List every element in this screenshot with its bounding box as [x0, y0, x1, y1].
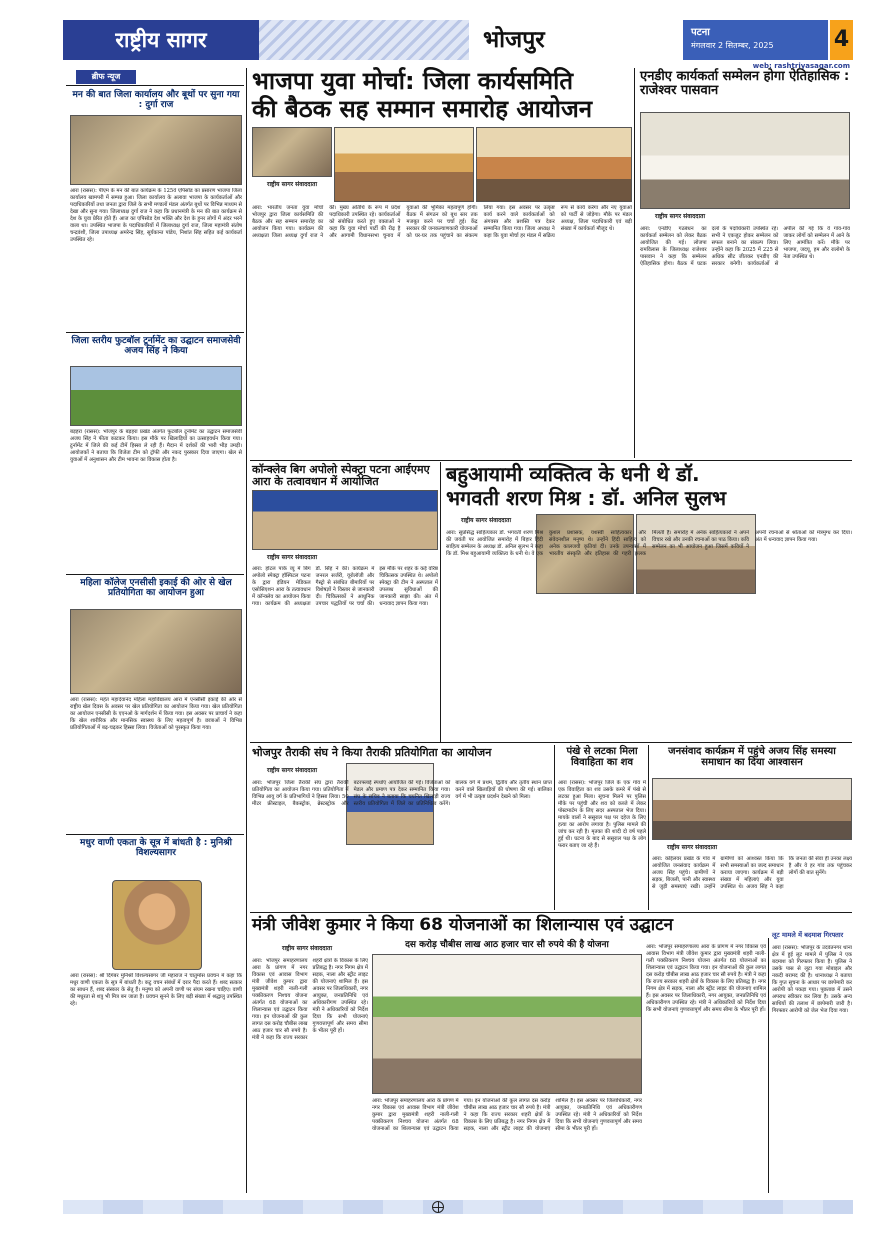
- brief-text-4: आरा (रासस): श्री दिगंबर मुनिश्री विशल्यसागर जी महाराज ने चातुर्मास प्रवचन में कहा कि मधुर वाणी एकता के सूत्र में बांधती है। कटु वचन संबंधों में दरार पैदा करते हैं। शब्द सत्कार का साधन हैं, शब्द संस्कार के सेतु हैं। मनुष्य को अपनी वाणी पर संयम रखना चाहिए। वाणी की मधुरता से शत्रु भी मित्र बन जाता है। प्रवचन सुनने के लिए बड़ी संख्या में श्रद्धालु उपस्थित रहे।: [70, 973, 242, 1007]
- swim-text: आरा: भोजपुर जिला तैराकी संघ द्वारा तैराकी प्रतियोगिता का आयोजन किया गया। प्रतियोगिता में विभिन्न आयु वर्ग के प्रतिभागियों ने हिस्सा लिया। 50 मीटर फ्रीस्टाइल, बैकस्ट्रोक, ब्रेस्टस्ट्रोक और बटरफ्लाई स्पर्धाएं आयोजित की गईं। विजेताओं को मेडल और प्रमाण पत्र देकर सम्मानित किया गया। संघ के सचिव ने बताया कि चयनित खिलाड़ी राज्य स्तरीय प्रतियोगिता में जिले का प्रतिनिधित्व करेंगे। बालक वर्ग में प्रथम, द्वितीय और तृतीय स्थान प्राप्त करने वाले खिलाड़ियों की घोषणा की गई। बालिका वर्ग में भी उत्कृष्ट प्रदर्शन देखने को मिला।: [252, 780, 552, 807]
- lead-photo-2: [334, 127, 474, 202]
- lead-photo-1: [252, 127, 332, 177]
- apollo-headline: कॉन्क्लेव बिग अपोलो स्पेक्ट्रा पटना आईएमए आरा के तत्वावधान में आयोजित: [252, 463, 430, 488]
- column-rule: [768, 938, 769, 1193]
- footer-bar: [63, 1200, 853, 1214]
- nda-photo: [640, 112, 850, 209]
- lead-byline: राष्ट्रीय सागर संवाददाता: [266, 181, 317, 188]
- brief-headline-2: जिला स्तरीय फुटबॉल टूर्नामेंट का उद्घाटन समाजसेवी अजय सिंह ने किया: [71, 336, 241, 357]
- loot-headline: लूट मामले में बदमाश गिरफ्तार: [772, 931, 844, 939]
- brief-text-1: आरा (रासस): पीएम के मन की बात कार्यक्रम के 125वें एपिसोड का प्रसारण भाजपा जिला कार्यालय खामपरी में सम्पन्न हुआ। जिला कार्यालय के अलावा भाजपा के कार्यकर्ताओं और पदाधिकारियों तथा जनता द्वारा जिले के सभी मण्डलों मंडल अंतर्गत बूथों पर विभिन्न माध्यम से देखा और सुना गया। जिलाध्यक्ष दुर्गा राज ने कहा कि प्रधानमंत्री के मन की बात कार्यक्रम से देश के युवा प्रेरित होते हैं। आज का एपिसोड देश भक्ति और देश के हुनर लोगों में अंदर भरने वाला था। उपस्थित भाजपा के पदाधिकारियों में जिलाध्यक्ष दुर्गा राज, जिला महामंत्री संतोष चन्द्रवंशी, जिला उपाध्यक्ष अमरेन्द्र सिंह, सूर्यकान्त पांडेय, निशांत सिंह सहित कई कार्यकर्ता उपस्थित रहे।: [70, 188, 242, 243]
- fan-headline: पंखे से लटका मिला विवाहिता का शव: [566, 746, 638, 768]
- divider: [66, 574, 244, 575]
- column-rule: [648, 745, 649, 910]
- nda-byline: राष्ट्रीय सागर संवाददाता: [654, 213, 705, 220]
- ajay-byline: राष्ट्रीय सागर संवाददाता: [666, 844, 717, 851]
- apollo-photo: [252, 490, 438, 550]
- sulabh-headline-2: भगवती शरण मिश्र : डॉ. अनिल सुलभ: [446, 486, 727, 510]
- brief-text-3: आरा (रासस): महंत महादेवानंद महिला महाविद्यालय आरा में एनसीसी इकाई की ओर से राष्ट्रीय खेल दिवस के अवसर पर खेल प्रतियोगिता का आयोजन किया गया। खेल प्रतियोगिता का आयोजन एनसीसी के एएनओ के मार्गदर्शन में किया गया। इस अवसर पर प्राचार्य ने कहा कि खेल शारीरिक और मानसिक स्वास्थ्य के लिए महत्वपूर्ण है। छात्राओं ने विभिन्न प्रतियोगिताओं में बढ़-चढ़कर हिस्सा लिया। विजेताओं को पुरस्कृत किया गया।: [70, 697, 242, 731]
- masthead-pattern: [259, 20, 469, 60]
- ajay-text: आरा: कोईलवर प्रखंड के गांव में आयोजित जनसंवाद कार्यक्रम में अजय सिंह पहुंचे। ग्रामीणों ने सड़क, बिजली, पानी और स्वास्थ्य से जुड़ी समस्याएं रखीं। उन्होंने ग्रामीणों को आश्वस्त किया कि सभी समस्याओं का जल्द समाधान कराया जाएगा। कार्यक्रम में बड़ी संख्या में महिलाएं और युवा उपस्थित थे। अजय सिंह ने कहा कि जनता की सेवा ही उनका लक्ष्य है और वे हर गांव तक पहुंचकर लोगों की बात सुनेंगे।: [652, 856, 852, 890]
- brief-headline-3: महिला कॉलेज एनसीसी इकाई की ओर से खेल प्रतियोगिता का आयोजन हुआ: [80, 578, 232, 599]
- ajay-headline: जनसंवाद कार्यक्रम में पहुंचे अजय सिंह समस्या समाधान का दिया आश्वासन: [668, 746, 836, 768]
- minister-text-c: आरा: भोजपुर समाहरणालय आरा के प्रांगण में नगर विकास एवं आवास विभाग मंत्री जीवेश कुमार द्वारा मुख्यमंत्री शहरी नाली-गली पक्कीकरण निश्चय योजना अंतर्गत 68 योजनाओं का शिलान्यास एवं उद्घाटन किया गया। इन योजनाओं की कुल लागत दस करोड़ चौबीस लाख आठ हजार चार सौ रुपये है। मंत्री ने कहा कि राज्य सरकार शहरी क्षेत्रों के विकास के लिए प्रतिबद्ध है। नगर निगम क्षेत्र में सड़क, नाला और स्ट्रीट लाइट की योजनाएं शामिल हैं। इस अवसर पर जिलाधिकारी, नगर आयुक्त, जनप्रतिनिधि एवं अधिकारीगण उपस्थित रहे। मंत्री ने अधिकारियों को निर्देश दिया कि सभी योजनाएं गुणवत्तापूर्ण और समय सीमा के भीतर पूरी हों।: [646, 944, 766, 1013]
- nda-text: आरा: एनडीए गठबंधन का कार्यकर्ता सम्मेलन को लेकर बैठक आयोजित की गई। लोजपा रामविलास के जिलाध्यक्ष राजेश्वर पासवान ने कहा कि सम्मेलन ऐतिहासिक होगा। बैठक में घटक दलों के पदाधिकारी उपस्थित रहे। सभी ने एकजुट होकर सम्मेलन को सफल बनाने का संकल्प लिया। उन्होंने कहा कि 2025 में 225 से अधिक सीट जीतकर एनडीए की सरकार बनेगी। कार्यकर्ताओं से अपील की गई कि वे गांव-गांव जाकर लोगों को सम्मेलन में आने के लिए आमंत्रित करें। मौके पर भाजपा, जदयू, हम और रालोमो के नेता उपस्थित थे।: [640, 226, 850, 267]
- page-number: 4: [830, 20, 853, 60]
- divider: [250, 912, 852, 913]
- minister-text-b: आरा: भोजपुर समाहरणालय आरा के प्रांगण में नगर विकास एवं आवास विभाग मंत्री जीवेश कुमार द्वारा मुख्यमंत्री शहरी नाली-गली पक्कीकरण निश्चय योजना अंतर्गत 68 योजनाओं का शिलान्यास एवं उद्घाटन किया गया। इन योजनाओं की कुल लागत दस करोड़ चौबीस लाख आठ हजार चार सौ रुपये है। मंत्री ने कहा कि राज्य सरकार शहरी क्षेत्रों के विकास के लिए प्रतिबद्ध है। नगर निगम क्षेत्र में सड़क, नाला और स्ट्रीट लाइट की योजनाएं शामिल हैं। इस अवसर पर जिलाधिकारी, नगर आयुक्त, जनप्रतिनिधि एवं अधिकारीगण उपस्थित रहे। मंत्री ने अधिकारियों को निर्देश दिया कि सभी योजनाएं गुणवत्तापूर्ण और समय सीमा के भीतर पूरी हों।: [372, 1098, 642, 1132]
- brief-headline-4: मधुर वाणी एकता के सूत्र में बांधती है : मुनिश्री विशल्यसागर: [80, 838, 232, 859]
- ajay-photo: [652, 778, 852, 840]
- divider: [250, 460, 852, 461]
- brief-photo-3: [70, 609, 242, 694]
- lead-text: आरा: भारतीय जनता युवा मोर्चा भोजपुर द्वारा जिला कार्यसमिति की बैठक और सह सम्मान समारोह का आयोजन किया गया। कार्यक्रम की अध्यक्षता जिला अध्यक्ष दुर्गा राज ने की। मुख्य अतिथि के रूप में प्रदेश पदाधिकारी उपस्थित रहे। कार्यकर्ताओं को संबोधित करते हुए वक्ताओं ने कहा कि युवा मोर्चा पार्टी की रीढ़ है और आगामी विधानसभा चुनाव में युवाओं की भूमिका महत्वपूर्ण होगी। बैठक में संगठन को बूथ स्तर तक मजबूत करने पर चर्चा हुई। केंद्र सरकार की जनकल्याणकारी योजनाओं को घर-घर तक पहुंचाने का संकल्प लिया गया। इस अवसर पर उत्कृष्ट कार्य करने वाले कार्यकर्ताओं को अंगवस्त्र और प्रशस्ति पत्र देकर सम्मानित किया गया। जिला अध्यक्ष ने कहा कि युवा मोर्चा हर मंडल में सक्रिय रूप से कार्य करेगा और नए युवाओं को पार्टी से जोड़ेगा। मौके पर मंडल अध्यक्ष, जिला पदाधिकारी एवं बड़ी संख्या में कार्यकर्ता मौजूद थे।: [252, 205, 632, 239]
- minister-text-a: आरा: भोजपुर समाहरणालय आरा के प्रांगण में नगर विकास एवं आवास विभाग मंत्री जीवेश कुमार द्वारा मुख्यमंत्री शहरी नाली-गली पक्कीकरण निश्चय योजना अंतर्गत 68 योजनाओं का शिलान्यास एवं उद्घाटन किया गया। इन योजनाओं की कुल लागत दस करोड़ चौबीस लाख आठ हजार चार सौ रुपये है। मंत्री ने कहा कि राज्य सरकार शहरी क्षेत्रों के विकास के लिए प्रतिबद्ध है। नगर निगम क्षेत्र में सड़क, नाला और स्ट्रीट लाइट की योजनाएं शामिल हैं। इस अवसर पर जिलाधिकारी, नगर आयुक्त, जनप्रतिनिधि एवं अधिकारीगण उपस्थित रहे। मंत्री ने अधिकारियों को निर्देश दिया कि सभी योजनाएं गुणवत्तापूर्ण और समय सीमा के भीतर पूरी हों।: [252, 958, 368, 1041]
- nda-headline: एनडीए कार्यकर्ता सम्मेलन होगा ऐतिहासिक : राजेश्वर पासवान: [640, 69, 850, 98]
- brief-label: ब्रीफ न्यूज: [76, 70, 136, 84]
- lead-headline-1: भाजपा युवा मोर्चा: जिला कार्यसमिति: [252, 67, 574, 95]
- fan-text: आरा (रासस): भोजपुर जिले के एक गांव में एक विवाहिता का शव उसके कमरे में पंखे से लटका हुआ मिला। सूचना मिलने पर पुलिस मौके पर पहुंची और शव को कब्जे में लेकर पोस्टमार्टम के लिए सदर अस्पताल भेज दिया। मायके वालों ने ससुराल पक्ष पर दहेज के लिए हत्या का आरोप लगाया है। पुलिस मामले की जांच कर रही है। मृतका की शादी दो वर्ष पहले हुई थी। घटना के बाद से ससुराल पक्ष के लोग फरार बताए जा रहे हैं।: [558, 780, 646, 849]
- sulabh-headline-1: बहुआयामी व्यक्तित्व के धनी थे डॉ.: [446, 462, 700, 486]
- minister-photo: [372, 954, 642, 1094]
- divider: [66, 85, 244, 86]
- apollo-byline: राष्ट्रीय सागर संवाददाता: [266, 554, 317, 561]
- lead-photo-3: [476, 127, 632, 202]
- website-url: web: rashtriyasagar.com: [752, 62, 850, 70]
- brief-photo-4: [112, 880, 202, 970]
- masthead-date: मंगलवार 2 सितम्बर, 2025: [691, 41, 774, 50]
- brief-photo-1: [70, 115, 242, 185]
- brief-photo-2: [70, 366, 242, 426]
- column-rule: [634, 68, 635, 458]
- brief-text-2: बड़हरा (रासस): भोजपुर के बड़हरा प्रखंड अंतर्गत फुटबॉल टूर्नामेंट का उद्घाटन समाजसेवी अजय सिंह ने फीता काटकर किया। इस मौके पर खिलाड़ियों का उत्साहवर्धन किया गया। टूर्नामेंट में जिले की कई टीमें हिस्सा ले रही हैं। मैदान में दर्शकों की भारी भीड़ उमड़ी। आयोजकों ने बताया कि विजेता टीम को ट्रॉफी और नकद पुरस्कार दिया जाएगा। खेल से युवाओं में अनुशासन और टीम भावना का विकास होता है।: [70, 429, 242, 463]
- masthead-city: पटना: [691, 27, 710, 38]
- column-rule: [554, 745, 555, 910]
- minister-headline: मंत्री जीवेश कुमार ने किया 68 योजनाओं का शिलान्यास एवं उद्घाटन: [252, 915, 674, 935]
- swim-byline: राष्ट्रीय सागर संवाददाता: [266, 767, 317, 774]
- sulabh-text: आरा: सुप्रसिद्ध साहित्यकार डॉ. भगवती शरण मिश्र की जयंती पर आयोजित समारोह में बिहार हिंदी साहित्य सम्मेलन के अध्यक्ष डॉ. अनिल सुलभ ने कहा कि डॉ. मिश्र बहुआयामी व्यक्तित्व के धनी थे। वे एक कुशल प्रशासक, यशस्वी साहित्यकार और संवेदनशील मनुष्य थे। उन्होंने हिंदी साहित्य को अनेक कालजयी कृतियां दीं। उनके उपन्यासों में भारतीय संस्कृति और इतिहास की गहरी झलक मिलती है। समारोह में अनेक साहित्यकारों ने अपने विचार रखे और उनकी रचनाओं का पाठ किया। कवि सम्मेलन का भी आयोजन हुआ जिसमें कवियों ने अपनी रचनाओं से श्रोताओं को मंत्रमुग्ध कर दिया। अंत में धन्यवाद ज्ञापन किया गया।: [446, 530, 852, 557]
- column-rule: [440, 462, 441, 742]
- column-rule: [246, 68, 247, 1193]
- lead-headline-2: की बैठक सह सम्मान समारोह आयोजन: [252, 95, 593, 123]
- minister-subhead: दस करोड़ चौबीस लाख आठ हजार चार सौ रुपये की है योजना: [405, 940, 609, 950]
- divider: [250, 742, 852, 743]
- apollo-text: आरा: होटल पार्क व्यू में बिग अपोलो स्पेक्ट्रा हॉस्पिटल पटना के द्वारा इंडियन मेडिकल एसोसिएशन आरा के तत्वावधान में कॉन्क्लेव का आयोजन किया गया। कार्यक्रम की अध्यक्षता डॉ. सिंह ने की। कार्यक्रम में जनरल सर्जरी, यूरोलॉजी और गैस्ट्रो से संबंधित बीमारियों पर विशेषज्ञों ने विस्तार से जानकारी दी। चिकित्सकों ने आधुनिक उपचार पद्धतियों पर चर्चा की। इस मौके पर शहर के कई वरिष्ठ चिकित्सक उपस्थित थे। अपोलो स्पेक्ट्रा की टीम ने अस्पताल में उपलब्ध सुविधाओं की जानकारी साझा की। अंत में धन्यवाद ज्ञापन किया गया।: [252, 566, 438, 607]
- sulabh-byline: राष्ट्रीय सागर संवाददाता: [460, 517, 511, 524]
- brief-headline-1: मन की बात जिला कार्यालय और बूथों पर सुना गया : दुर्गा राज: [72, 90, 240, 111]
- section-name: भोजपुर: [469, 20, 689, 60]
- paper-name: राष्ट्रीय सागर: [115, 28, 207, 52]
- divider: [66, 834, 244, 835]
- loot-text: आरा (रासस): भोजपुर के उदवंतनगर थाना क्षेत्र में हुई लूट मामले में पुलिस ने एक बदमाश को गिरफ्तार किया है। पुलिस ने उसके पास से लूटा गया मोबाइल और नकदी बरामद की है। थानाध्यक्ष ने बताया कि गुप्त सूचना के आधार पर छापेमारी कर आरोपी को पकड़ा गया। पूछताछ में उसने अपराध स्वीकार कर लिया है। उसके अन्य साथियों की तलाश में छापेमारी जारी है। गिरफ्तार आरोपी को जेल भेज दिया गया।: [772, 945, 852, 1014]
- divider: [66, 332, 244, 333]
- masthead: [63, 20, 853, 60]
- minister-byline: राष्ट्रीय सागर संवाददाता: [281, 945, 332, 952]
- footer-target-icon: [432, 1201, 444, 1213]
- swim-headline: भोजपुर तैराकी संघ ने किया तैराकी प्रतियोगिता का आयोजन: [252, 746, 492, 759]
